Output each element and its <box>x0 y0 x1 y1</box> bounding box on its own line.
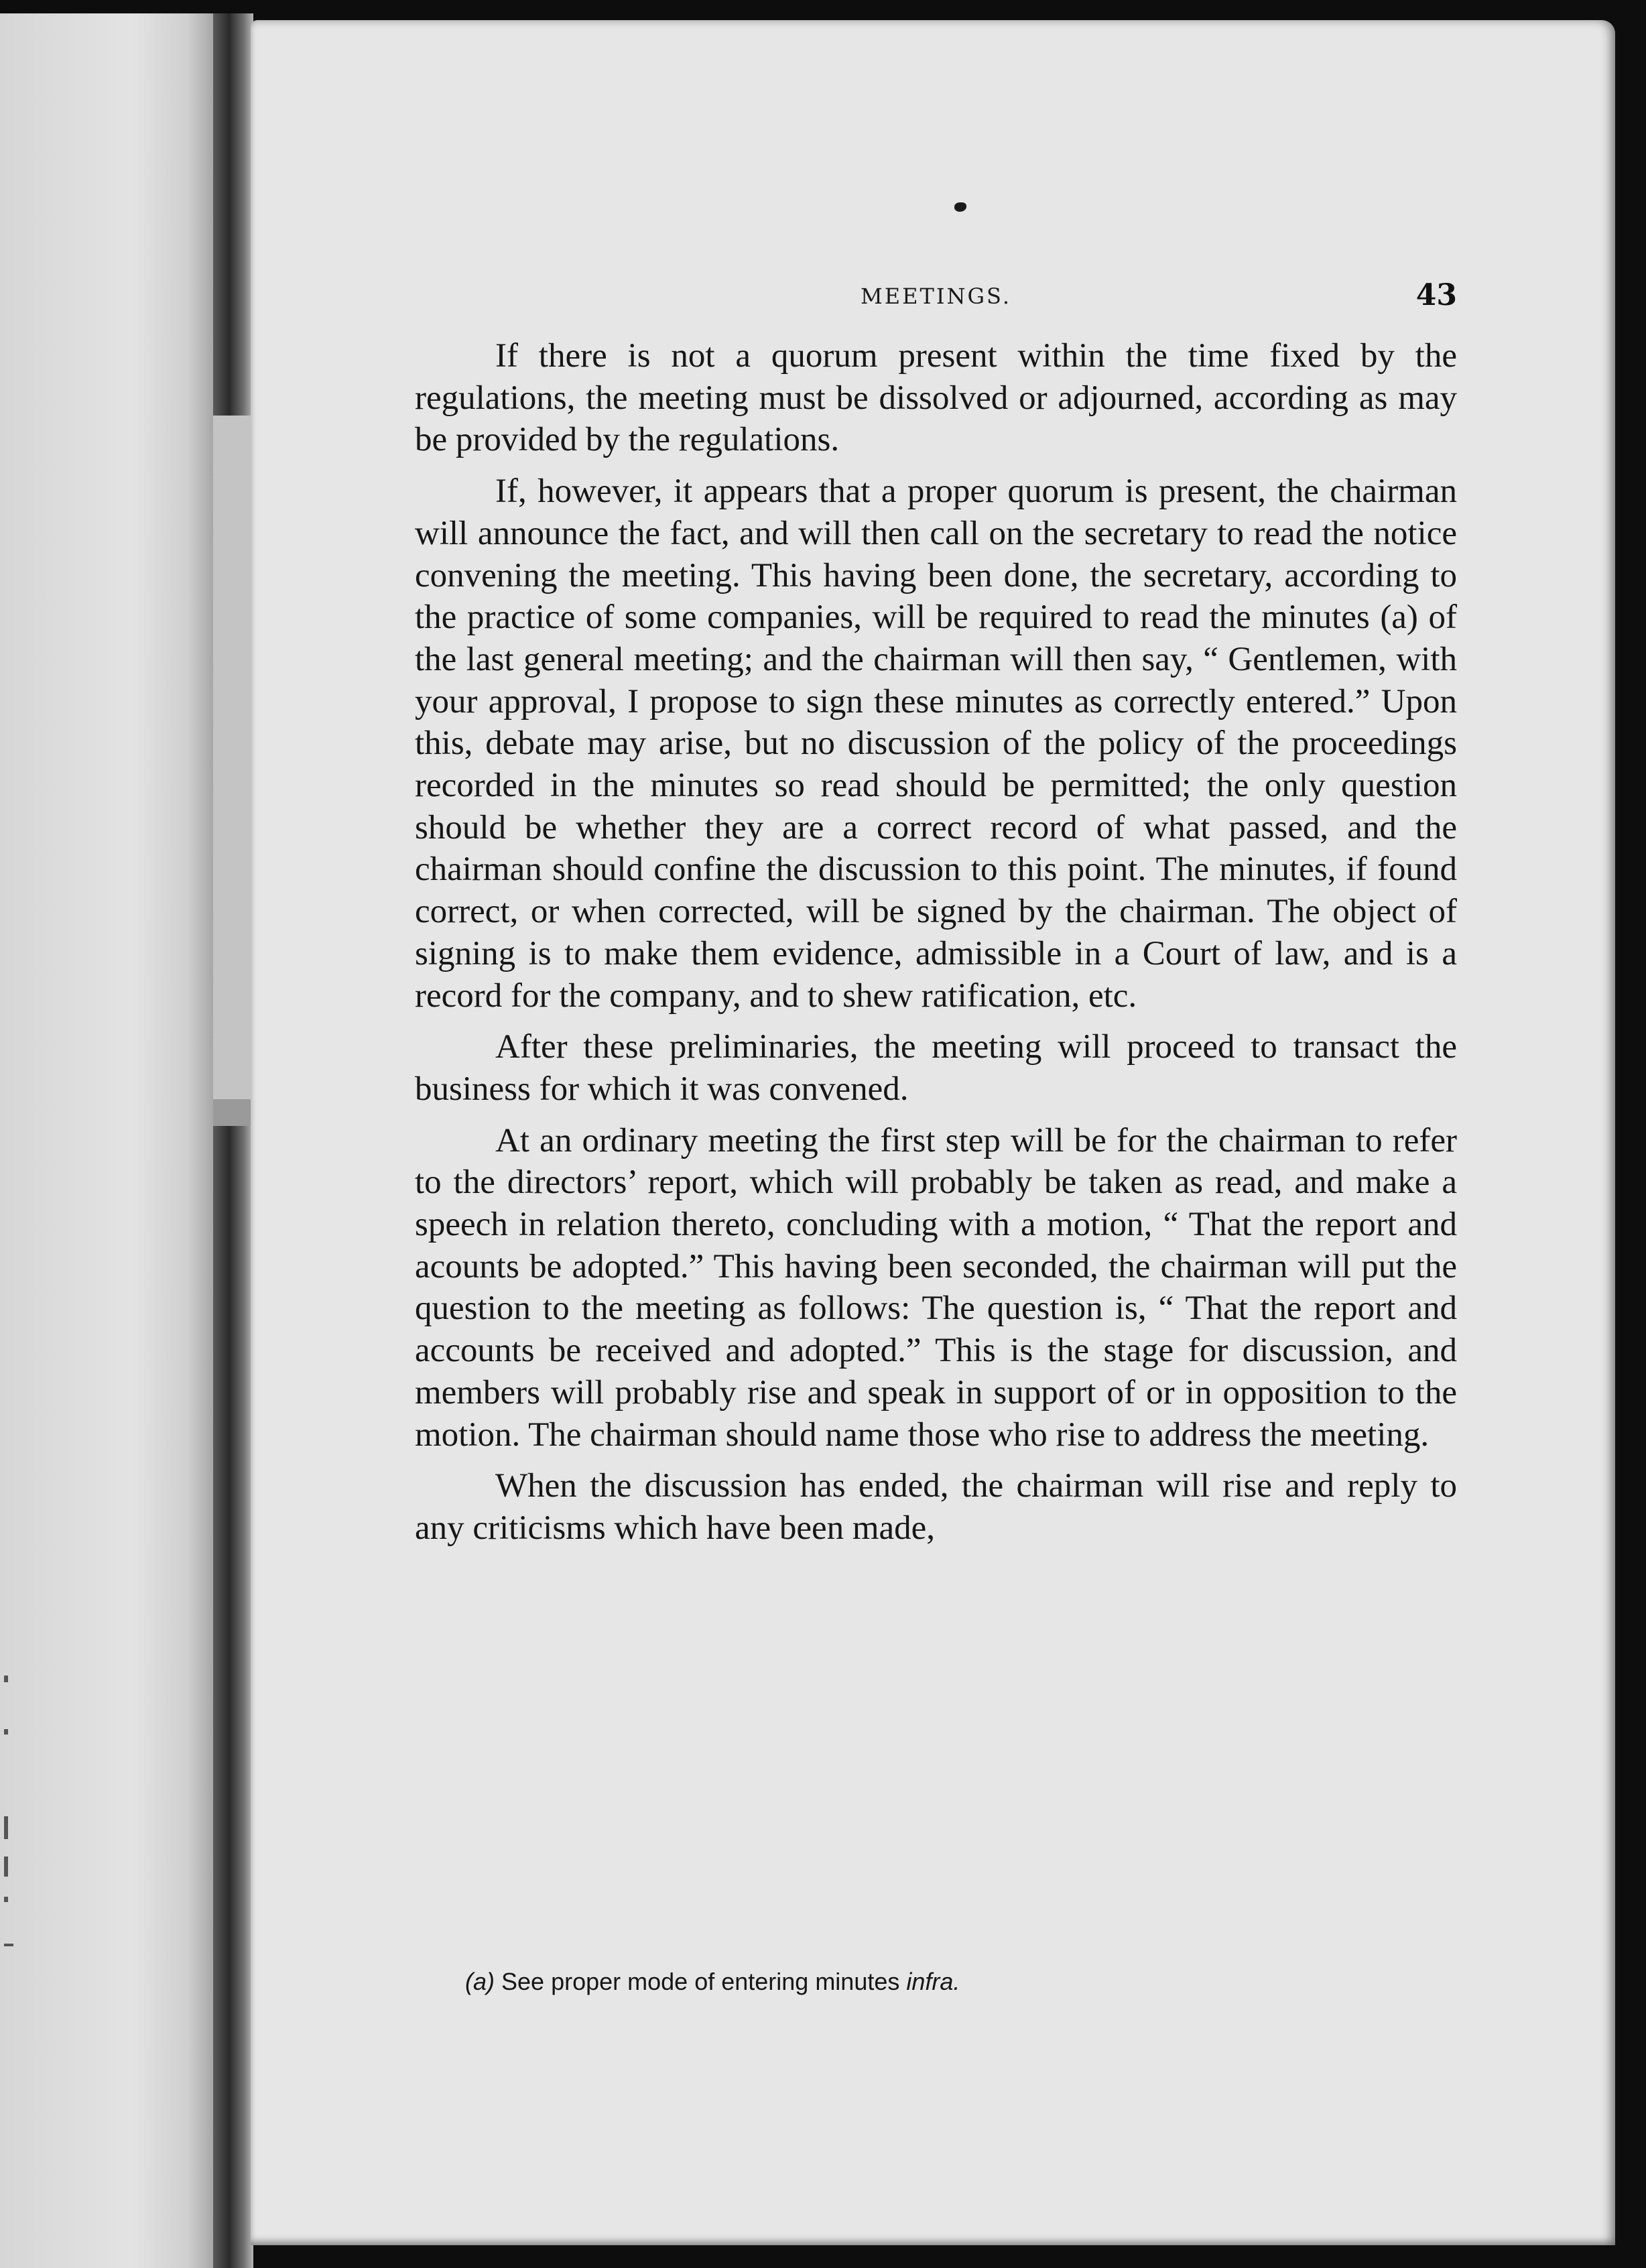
margin-mark <box>4 1729 8 1735</box>
paragraph: If, however, it appears that a proper quorum is present, the chairman will announce the fact, and will then call on the secretary to read the notice convening the meeting. This having been done, the secretary, according to the practice of some companies, will be required to read the minutes (a) of the last general meeting; and the chairman will then say, “ Gentlemen, with your approval, I propose to sign these minutes as correctly entered.” Upon this, debate may arise, but no discussion of the policy of the proceedings recorded in the minutes so read should be permitted; the only question should be whether they are a correct record of what passed, and the chairman should confine the discussion to this point. The minutes, if found correct, or when corrected, will be signed by the chairman. The object of signing is to make them evidence, admissible in a Court of law, and is a record for the company, and to shew ratification, etc. <box>415 472 1457 1015</box>
margin-mark <box>4 1856 8 1877</box>
ink-speck <box>954 202 966 212</box>
body-text <box>415 335 1457 1559</box>
footnote-text: See proper mode of entering minutes <box>501 1968 900 1995</box>
running-title: MEETINGS. <box>861 284 1011 309</box>
page-number: 43 <box>1415 278 1457 312</box>
gutter-step <box>213 1099 253 1126</box>
book-gutter <box>213 13 253 2268</box>
gutter-step <box>213 416 253 1113</box>
paragraph: If there is not a quorum present within the time fixed by the regulations, the meeting must be dissolved or adjourned, according as may be provided by the regulations. <box>415 337 1457 459</box>
footnote <box>465 1968 1470 1996</box>
footnote-italic: infra. <box>906 1968 960 1995</box>
margin-mark <box>4 1944 13 1946</box>
margin-mark <box>4 1897 8 1902</box>
previous-page-edge <box>0 13 221 2268</box>
running-head <box>415 278 1457 318</box>
margin-mark <box>4 1676 8 1682</box>
paragraph: After these preliminaries, the meeting will proceed to transact the business for which it was convened. <box>415 1028 1457 1108</box>
book-page <box>251 20 1615 2245</box>
paragraph: When the discussion has ended, the chairman will rise and reply to any criticisms which have been made, <box>415 1467 1457 1547</box>
footnote-mark: (a) <box>465 1968 495 1995</box>
margin-mark <box>4 1816 8 1839</box>
paragraph: At an ordinary meeting the first step will be for the chairman to refer to the directors’ report, which will probably be taken as read, and make a speech in relation thereto, concluding with a motion, “ That the report and acounts be adopted.” This having been seconded, the chairman will put the question to the meeting as follows: The question is, “ That the report and accounts be received and adopted.” This is the stage for discussion, and members will probably rise and speak in support of or in opposition to the motion. The chairman should name those who rise to address the meeting. <box>415 1121 1457 1454</box>
